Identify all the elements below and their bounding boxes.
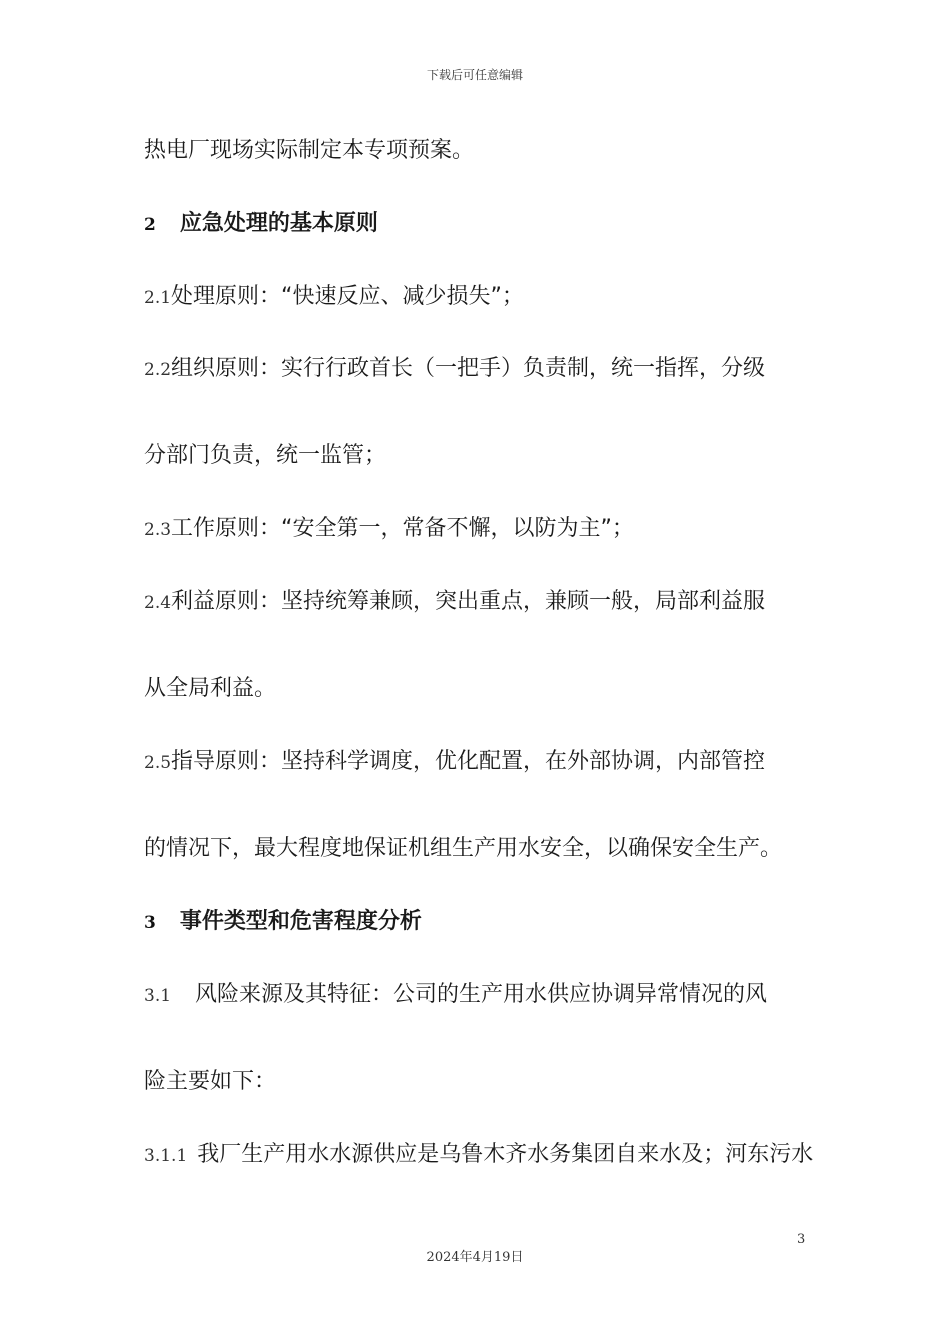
clause-number: 2.4 (144, 593, 172, 613)
clause-text: 风险来源及其特征：公司的生产用水供应协调异常情况的风 (195, 982, 768, 1007)
clause-number: 2.3 (144, 520, 172, 540)
page-footer-date: 2024年4月19日 (426, 1250, 524, 1265)
paragraph-line (144, 136, 474, 166)
line-text: 从全局利益。 (144, 676, 277, 701)
clause-number: 2.2 (144, 360, 172, 380)
line-text: 险主要如下： (144, 1069, 277, 1094)
clause-3-1 (144, 980, 767, 1011)
clause-2-3 (144, 514, 634, 545)
clause-number: 3.1 (144, 986, 172, 1006)
section-number: 3 (144, 913, 156, 933)
clause-2-4-continued (144, 674, 276, 704)
clause-3-1-continued (144, 1067, 276, 1097)
section-number: 2 (144, 215, 156, 235)
section-title: 事件类型和危害程度分析 (179, 909, 422, 934)
clause-number: 2.5 (144, 753, 172, 773)
section-heading-2 (144, 209, 378, 240)
clause-text: 处理原则：“快速反应、减少损失”； (171, 284, 524, 309)
clause-2-5 (144, 747, 765, 778)
clause-number: 3.1.1 (144, 1146, 188, 1166)
clause-text: 组织原则：实行行政首长（一把手）负责制，统一指挥，分级 (171, 356, 766, 381)
line-text: 热电厂现场实际制定本专项预案。 (144, 138, 475, 163)
clause-text: 指导原则：坚持科学调度，优化配置，在外部协调，内部管控 (171, 749, 766, 774)
clause-2-5-continued (144, 834, 782, 864)
line-text: 分部门负责，统一监管； (144, 443, 387, 468)
clause-2-1 (144, 282, 524, 313)
clause-2-4 (144, 587, 765, 618)
clause-number: 2.1 (144, 288, 172, 308)
line-text: 的情况下，最大程度地保证机组生产用水安全，以确保安全生产。 (144, 836, 783, 861)
clause-2-2-continued (144, 441, 386, 471)
clause-3-1-1 (144, 1140, 813, 1171)
page-header: 下载后可任意编辑 (426, 68, 523, 82)
clause-text: 工作原则：“安全第一，常备不懈，以防为主”； (171, 516, 634, 541)
clause-2-2 (144, 354, 765, 385)
clause-text: 利益原则：坚持统筹兼顾，突出重点，兼顾一般，局部利益服 (171, 589, 766, 614)
section-title: 应急处理的基本原则 (179, 211, 378, 236)
section-heading-3 (144, 907, 422, 938)
clause-text: 我厂生产用水水源供应是乌鲁木齐水务集团自来水及；河东污水 (197, 1142, 814, 1167)
page-number: 3 (797, 1232, 806, 1247)
